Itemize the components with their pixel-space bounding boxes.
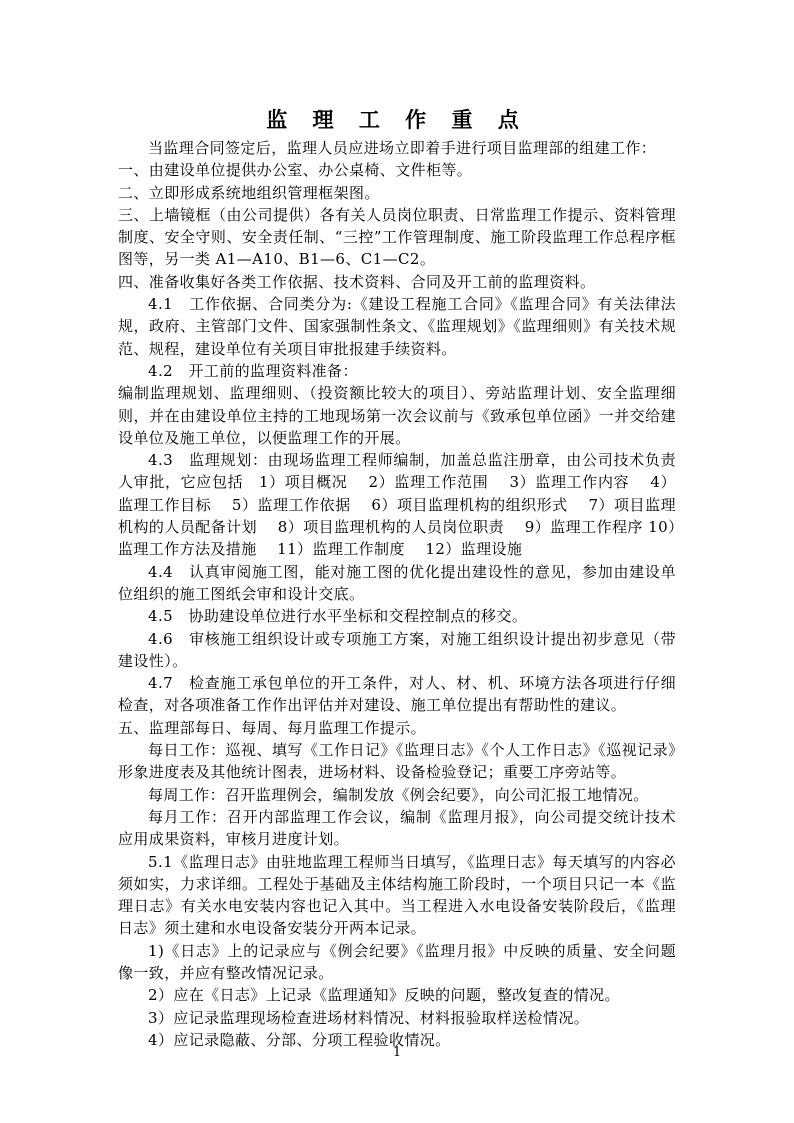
paragraph: 编制监理规划、监理细则、（投资额比较大的项目）、旁站监理计划、安全监理细则，并在由建设单位主持的工地现场第一次会议前与《致承包单位函》一并交给建设单位及施工单位，以便监理工作的开展。 bbox=[118, 384, 676, 447]
paragraph: 4.6 审核施工组织设计或专项施工方案，对施工组织设计提出初步意见（带建设性）。 bbox=[118, 629, 676, 670]
paragraph: 4.1 工作依据、合同类分为:《建设工程施工合同》《监理合同》有关法律法规，政府、主管部门文件、国家强制性条文、《监理规划》《监理细则》有关技术规范、规程，建设单位有关项目审批报建手续资料。 bbox=[118, 295, 676, 358]
paragraph: 四、准备收集好各类工作依据、技术资料、合同及开工前的监理资料。 bbox=[118, 272, 596, 291]
paragraph: 每周工作：召开监理例会，编制发放《例会纪要》，向公司汇报工地情况。 bbox=[148, 785, 649, 804]
paragraph: 4.4 认真审阅施工图，能对施工图的优化提出建设性的意见，参加由建设单位组织的施工图纸会审和设计交底。 bbox=[118, 562, 676, 603]
paragraph: 每月工作：召开内部监理工作会议，编制《监理月报》，向公司提交统计技术应用成果资料，审核月进度计划。 bbox=[118, 807, 676, 849]
paragraph: 5.1《监理日志》由驻地监理工程师当日填写，《监理日志》每天填写的内容必须如实，力求详细。工程处于基础及主体结构施工阶段时，一个项目只记一本《监理日志》有关水电安装内容也记入其中。当工程进入水电设备安装阶段后，《监理日志》须土建和水电设备安装分开两本记录。 bbox=[118, 852, 676, 938]
page-title: 监 理 工 作 重 点 bbox=[266, 108, 528, 132]
paragraph: 五、监理部每日、每周、每月监理工作提示。 bbox=[118, 718, 427, 737]
paragraph: 3）应记录监理现场检查进场材料情况、材料报验取样送检情况。 bbox=[148, 1008, 590, 1027]
paragraph: 4.5 协助建设单位进行水平坐标和交程控制点的移交。 bbox=[148, 607, 528, 626]
paragraph: 1)《日志》上的记录应与《例会纪要》《监理月报》中反映的质量、安全问题像一致，并应有整改情况记录。 bbox=[118, 941, 676, 982]
document-body bbox=[118, 137, 676, 1051]
paragraph: 2）应在《日志》上记录《监理通知》反映的问题，整改复查的情况。 bbox=[148, 986, 620, 1005]
paragraph: 每日工作：巡视、填写《工作日记》《监理日志》《个人工作日志》《巡视记录》形象进度表及其他统计图表，进场材料、设备检验登记；重要工序旁站等。 bbox=[118, 741, 676, 782]
paragraph: 三、上墙镜框（由公司提供）各有关人员岗位职责、日常监理工作提示、资料管理制度、安全守则、安全责任制、“三控”工作管理制度、施工阶段监理工作总程序框图等，另一类 A1—A10、B1—6、C1—C2。 bbox=[118, 205, 676, 269]
paragraph: 4）应记录隐蔽、分部、分项工程验收情况。 bbox=[148, 1030, 451, 1049]
paragraph: 4.2 开工前的监理资料准备： bbox=[148, 361, 358, 380]
page-number: 1 bbox=[392, 1045, 402, 1060]
paragraph: 4.7 检查施工承包单位的开工条件，对人、材、机、环境方法各项进行仔细检查，对各项准备工作作出评估并对建设、施工单位提出有帮助性的建议。 bbox=[118, 674, 676, 715]
paragraph: 一、由建设单位提供办公室、办公桌椅、文件柜等。 bbox=[118, 161, 473, 180]
paragraph: 4.3 监理规划：由现场监理工程师编制，加盖总监注册章，由公司技术负责人审批，它应包括 1）项目概况 2）监理工作范围 3）监理工作内容 4）监理工作目标 5）监理工作依据 6）项目监理机构的组织形式 7）项目监理机构的人员配备计划 8）项目监理机构的人员岗位职责 9）监理工作程序 10）监理工作方法及措施 11）监理工作制度 12）监理设施 bbox=[118, 451, 676, 559]
paragraph: 二、立即形成系统地组织管理框架图。 bbox=[118, 183, 380, 202]
paragraph: 当监理合同签定后，监理人员应进场立即着手进行项目监理部的组建工作： bbox=[148, 139, 657, 157]
